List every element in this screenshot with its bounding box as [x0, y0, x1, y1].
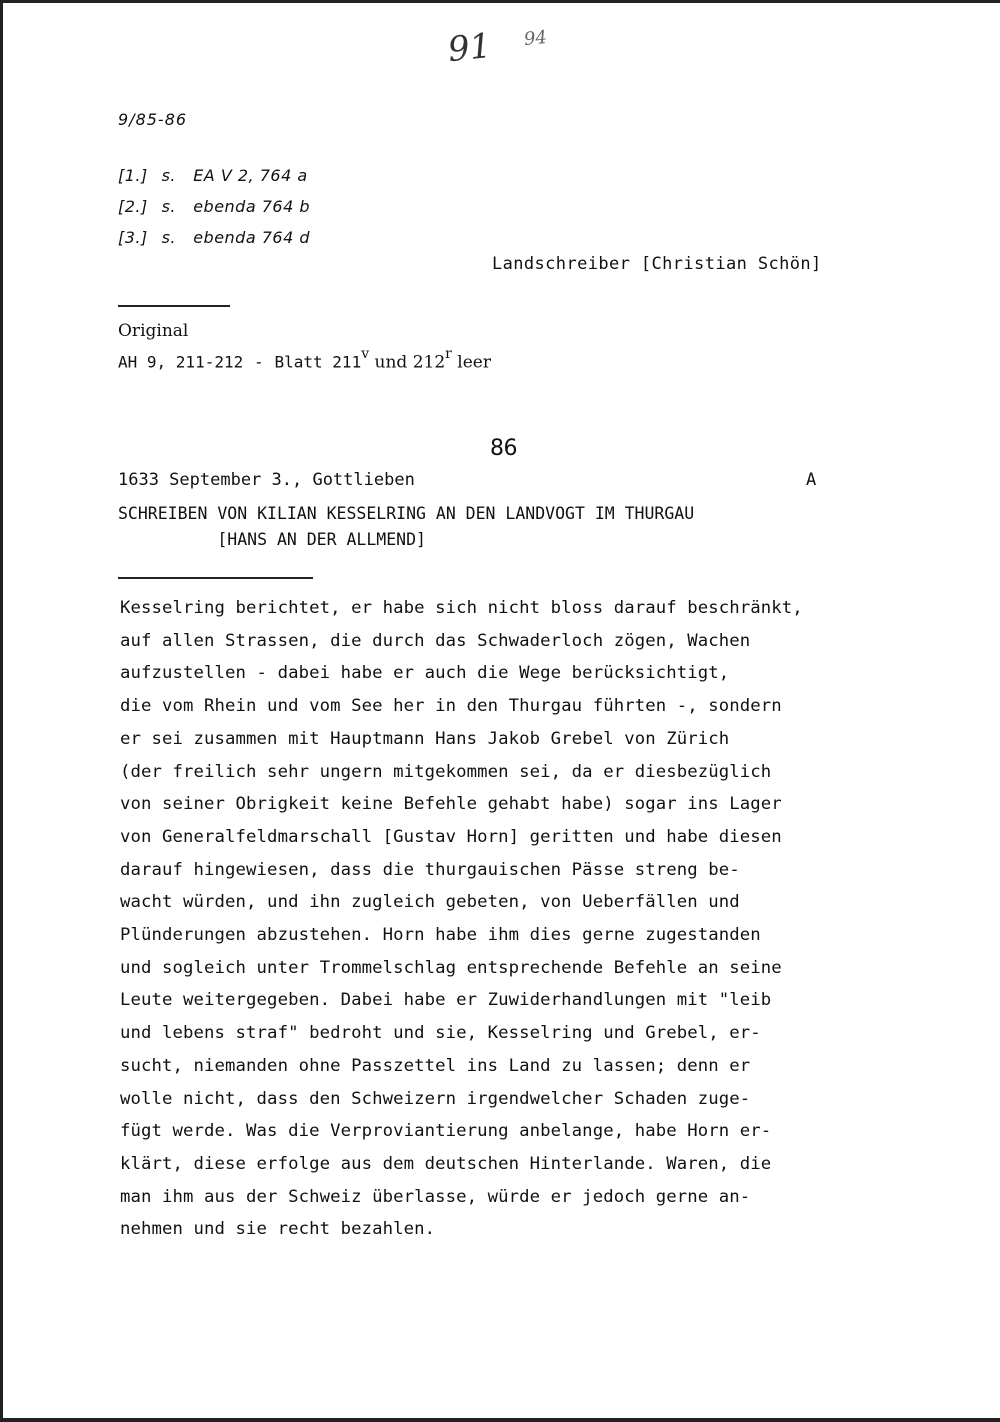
text-line: Plünderungen abzustehen. Horn habe ihm dies gerne zugestanden: [120, 925, 761, 946]
text-line: klärt, diese erfolge aus dem deutschen Hinterlande. Waren, die: [120, 1153, 772, 1174]
scan-border-bottom: [0, 1418, 1000, 1422]
text-line: fügt werde. Was die Verproviantierung anbelange, habe Horn er-: [120, 1121, 772, 1142]
note-row: [118, 191, 310, 222]
note-row: [118, 160, 310, 191]
note-see: s.: [161, 197, 177, 216]
note-row: [118, 222, 310, 253]
notes-list: [118, 160, 310, 253]
text-line: aufzustellen - dabei habe er auch die Wege berücksichtigt,: [120, 663, 730, 684]
source-leer: leer: [457, 352, 491, 373]
source-blatt: Blatt 211: [274, 352, 362, 372]
source-und: und 212: [374, 352, 446, 373]
text-line: man ihm aus der Schweiz überlasse, würde er jedoch gerne an-: [120, 1186, 751, 1207]
note-see: s.: [161, 228, 177, 247]
date-place: 1633 September 3., Gottlieben: [118, 470, 415, 490]
text-line: er sei zusammen mit Hauptmann Hans Jakob Grebel von Zürich: [120, 728, 730, 749]
handwritten-mark: 94: [522, 26, 548, 51]
text-line: sucht, niemanden ohne Passzettel ins Land zu lassen; denn er: [120, 1055, 751, 1076]
author-line: Landschreiber [Christian Schön]: [492, 254, 822, 274]
scan-border-left: [0, 0, 3, 1422]
text-line: nehmen und sie recht bezahlen.: [120, 1219, 436, 1240]
document-letter: A: [806, 470, 817, 490]
note-see: s.: [161, 166, 177, 185]
text-line: (der freilich sehr ungern mitgekommen sei, da er diesbezüglich: [120, 761, 772, 782]
handwritten-folio-number: 91: [446, 25, 494, 71]
note-number: [1.]: [118, 166, 148, 185]
verso-mark: v: [361, 346, 370, 362]
note-reference: EA V 2, 764 a: [193, 166, 308, 185]
regest-text: [120, 592, 920, 1246]
source-block: [118, 318, 491, 376]
text-line: von Generalfeldmarschall [Gustav Horn] geritten und habe diesen: [120, 826, 782, 847]
scan-border-top: [0, 0, 1000, 3]
note-number: [2.]: [118, 197, 148, 216]
note-reference: ebenda 764 b: [193, 197, 310, 216]
source-location: [118, 344, 491, 376]
text-line: Leute weitergegeben. Dabei habe er Zuwiderhandlungen mit "leib: [120, 990, 772, 1011]
text-line: auf allen Strassen, die durch das Schwaderloch zögen, Wachen: [120, 630, 751, 651]
archive-reference: 9/85-86: [118, 110, 188, 129]
text-line: wacht würden, und ihn zugleich gebeten, von Ueberfällen und: [120, 892, 740, 913]
divider-rule: [118, 577, 313, 579]
text-line: wolle nicht, dass den Schweizern irgendwelcher Schaden zuge-: [120, 1088, 751, 1109]
text-line: darauf hingewiesen, dass die thurgauischen Pässe streng be-: [120, 859, 740, 880]
source-signature: AH 9, 211-212: [118, 352, 244, 372]
text-line: und sogleich unter Trommelschlag entsprechende Befehle an seine: [120, 957, 782, 978]
document-number: 86: [490, 436, 517, 461]
source-type: Original: [118, 321, 189, 341]
text-line: die vom Rhein und vom See her in den Thurgau führten -, sondern: [120, 696, 782, 717]
recto-mark: r: [445, 346, 452, 362]
text-line: Kesselring berichtet, er habe sich nicht bloss darauf beschränkt,: [120, 598, 803, 618]
text-line: von seiner Obrigkeit keine Befehle gehabt habe) sogar ins Lager: [120, 794, 782, 815]
note-reference: ebenda 764 d: [193, 228, 310, 247]
note-number: [3.]: [118, 228, 148, 247]
document-title: SCHREIBEN VON KILIAN KESSELRING AN DEN LANDVOGT IM THURGAU [HANS AN DER ALLMEND]: [118, 504, 695, 549]
source-dash: -: [254, 352, 264, 372]
divider-rule: [118, 305, 230, 307]
text-line: und lebens straf" bedroht und sie, Kesselring und Grebel, er-: [120, 1023, 761, 1044]
